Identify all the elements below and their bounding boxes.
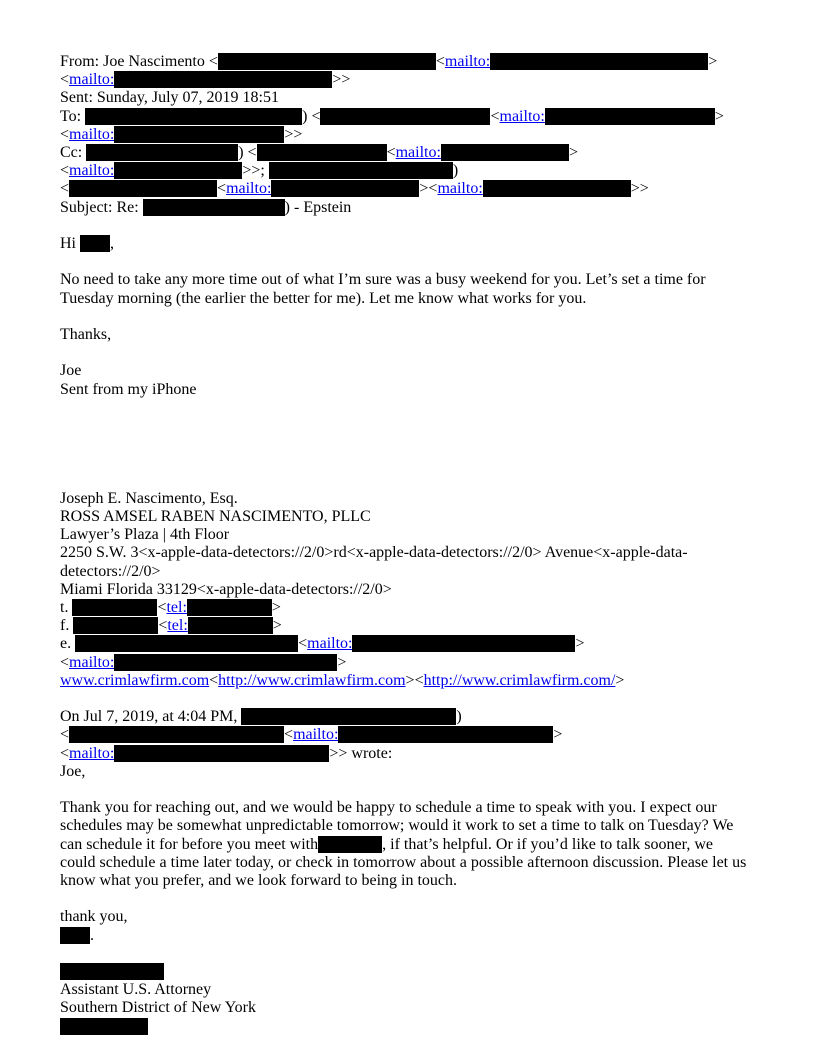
redaction xyxy=(441,144,569,161)
redaction xyxy=(80,235,110,252)
redaction xyxy=(257,144,387,161)
mailto-link[interactable]: mailto: xyxy=(395,144,441,162)
signature-plaza: Lawyer’s Plaza | 4th Floor xyxy=(60,526,230,544)
mailto-link[interactable]: mailto: xyxy=(69,71,115,89)
signature-address: 2250 S.W. 3<x-apple-data-detectors://2/0>rd<x-apple-data-detectors://2/0> Avenue<x-apple-data-detectors://2/0> xyxy=(60,544,688,580)
signature-email: e. <mailto: > xyxy=(60,635,585,653)
redaction xyxy=(187,599,272,616)
signature-email-cont: <mailto: > xyxy=(60,653,347,671)
website-link[interactable]: http://www.crimlawfirm.com xyxy=(218,671,406,689)
cc-line-cont2: < <mailto: ><mailto: >> xyxy=(60,180,649,198)
mailto-link[interactable]: mailto: xyxy=(293,726,339,744)
tel-link[interactable]: tel: xyxy=(167,617,188,635)
cc-line: Cc: ) < <mailto: > xyxy=(60,144,578,162)
quoted-header-cont: < <mailto: > xyxy=(60,726,563,744)
redaction xyxy=(483,180,631,197)
redaction xyxy=(188,617,273,634)
mailto-link[interactable]: mailto: xyxy=(226,180,272,198)
tel-link[interactable]: tel: xyxy=(166,599,187,617)
mailto-link[interactable]: mailto: xyxy=(69,162,115,180)
cc-line-cont: <mailto: >>; ) xyxy=(60,162,459,180)
redaction xyxy=(60,1018,148,1035)
subject-line: Subject: Re: ) - Epstein xyxy=(60,198,352,216)
message-name: Joe xyxy=(60,362,82,380)
redaction xyxy=(86,144,238,161)
mailto-link[interactable]: mailto: xyxy=(499,107,545,125)
redaction xyxy=(320,108,490,125)
quoted-office: Southern District of New York xyxy=(60,999,256,1017)
quoted-salutation: Joe, xyxy=(60,762,86,780)
signature-phone: t. <tel: > xyxy=(60,599,281,617)
quoted-contact xyxy=(60,1018,760,1036)
quoted-header-cont2: <mailto: >> wrote: xyxy=(60,744,393,762)
message-body: No need to take any more time out of what I’m sure was a busy weekend for you. Let’s set a time for Tuesday morning (the earlier the better for me). Let me know what works for you. xyxy=(60,271,706,307)
redaction xyxy=(318,836,382,853)
signature-website: www.crimlawfirm.com<http://www.crimlawfirm.com><http://www.crimlawfirm.com/> xyxy=(60,671,625,689)
redaction xyxy=(72,599,157,616)
mailto-link[interactable]: mailto: xyxy=(444,53,491,70)
redaction xyxy=(114,745,329,762)
redaction xyxy=(143,199,285,216)
to-line-cont: <mailto: >> xyxy=(60,125,303,143)
redaction xyxy=(69,726,284,743)
redaction xyxy=(218,53,436,70)
redaction xyxy=(69,180,217,197)
redaction xyxy=(73,617,158,634)
subject-label: Subject: Re: xyxy=(60,198,143,216)
redaction xyxy=(269,162,453,179)
mailto-link[interactable]: mailto: xyxy=(307,635,353,653)
quoted-signoff: . xyxy=(60,927,760,945)
email-document xyxy=(60,53,760,1036)
signature-name: Joseph E. Nascimento, Esq. xyxy=(60,489,238,507)
redaction xyxy=(490,53,708,70)
redaction xyxy=(114,162,242,179)
greeting: Hi , xyxy=(60,235,114,253)
signature-fax: f. <tel: > xyxy=(60,617,282,635)
sent-from: Sent from my iPhone xyxy=(60,380,197,398)
mailto-link[interactable]: mailto: xyxy=(69,744,115,762)
redaction xyxy=(85,108,302,125)
message-thanks: Thanks, xyxy=(60,326,112,343)
website-link[interactable]: www.crimlawfirm.com xyxy=(60,671,210,689)
to-label: To: xyxy=(60,107,86,125)
from-line-cont: <mailto: >> xyxy=(60,71,351,89)
redaction xyxy=(114,654,337,671)
quoted-body: Thank you for reaching out, and we would be happy to schedule a time to speak with you. I expect our schedules may be somewhat unpredictable tomorrow; would it work to set a time to talk on Tuesday? We can schedule it for before you meet with , if that’s helpful. Or if you’d like to talk sooner, we could schedule a time later today, or check in tomorrow about a possible afternoon discussion. Please let us know what you prefer, and we look forward to being in touch. xyxy=(60,799,747,890)
signature-firm: ROSS AMSEL RABEN NASCIMENTO, PLLC xyxy=(60,508,371,525)
cc-label: Cc: xyxy=(60,144,87,162)
redaction xyxy=(271,180,419,197)
redaction xyxy=(241,708,456,725)
quoted-sender-name xyxy=(60,963,760,981)
mailto-link[interactable]: mailto: xyxy=(437,180,483,198)
quoted-thank-you: thank you, xyxy=(60,908,128,926)
redaction xyxy=(60,927,90,944)
mailto-link[interactable]: mailto: xyxy=(69,653,115,671)
to-line: To: ) < <mailto: > xyxy=(60,107,724,125)
redaction xyxy=(338,726,553,743)
redaction xyxy=(114,126,284,143)
mailto-link[interactable]: mailto: xyxy=(69,125,115,143)
sent-line: Sent: Sunday, July 07, 2019 18:51 xyxy=(60,89,279,107)
quoted-header: On Jul 7, 2019, at 4:04 PM, ) xyxy=(60,708,462,726)
signature-city: Miami Florida 33129<x-apple-data-detectors://2/0> xyxy=(60,580,392,598)
redaction xyxy=(352,635,575,652)
redaction xyxy=(545,108,715,125)
from-line: From: Joe Nascimento < <mailto: > xyxy=(60,53,718,70)
redaction xyxy=(114,71,332,88)
redaction xyxy=(75,635,298,652)
website-link[interactable]: http://www.crimlawfirm.com/ xyxy=(423,671,616,689)
from-label: From: Joe Nascimento < xyxy=(60,53,218,70)
quoted-title: Assistant U.S. Attorney xyxy=(60,981,212,999)
redaction xyxy=(60,963,164,980)
